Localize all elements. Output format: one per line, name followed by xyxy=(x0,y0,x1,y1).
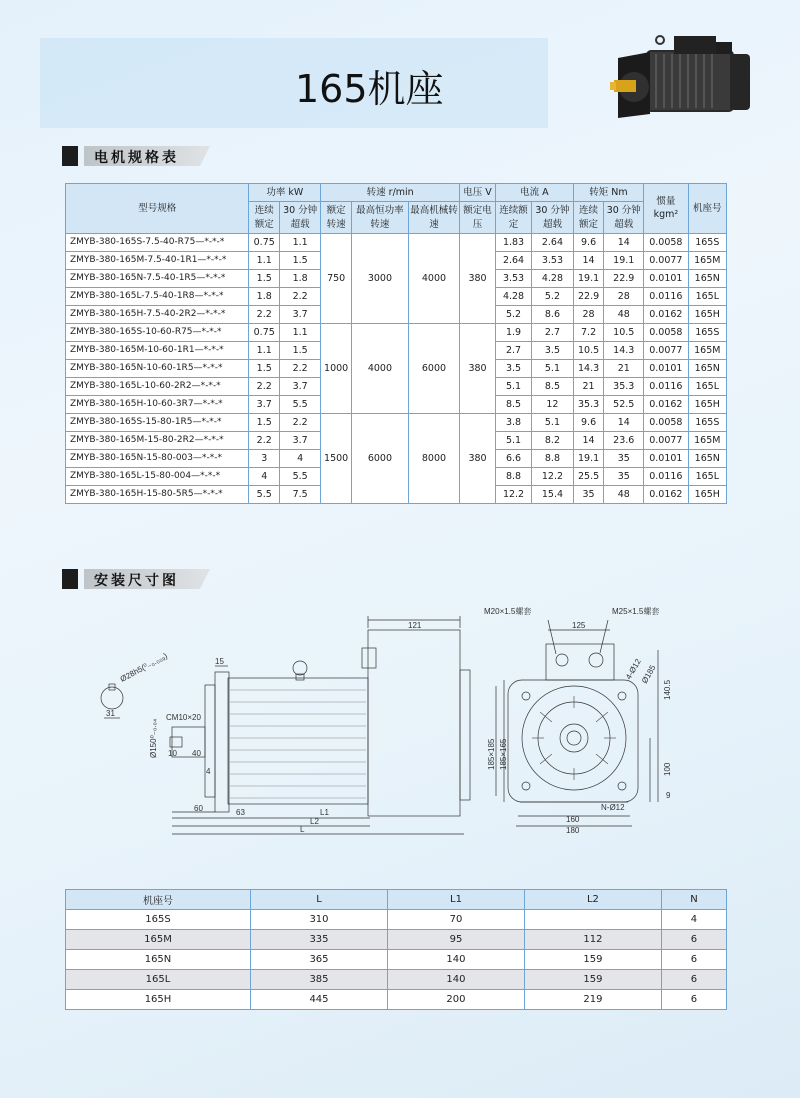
cell-frame: 165H xyxy=(688,395,726,413)
cell-i-cont: 2.7 xyxy=(495,341,531,359)
dim-cell: 165M xyxy=(66,930,251,950)
cell-model: ZMYB-380-165S-15-80-1R5—*-*-* xyxy=(66,413,249,431)
table-row xyxy=(66,413,727,431)
dim-cell: 219 xyxy=(524,990,661,1010)
cell-frame: 165H xyxy=(688,485,726,503)
cell-t-over: 35 xyxy=(604,467,644,485)
cell-i-over: 8.6 xyxy=(532,305,574,323)
table-row xyxy=(66,233,727,251)
dim-140-5: 140.5 xyxy=(663,679,672,700)
cell-i-over: 2.64 xyxy=(532,233,574,251)
dim-cell: 95 xyxy=(387,930,524,950)
table-row xyxy=(66,910,727,930)
cell-inertia: 0.0116 xyxy=(644,377,688,395)
dim-cell: 165N xyxy=(66,950,251,970)
cell-p-over: 2.2 xyxy=(279,359,320,377)
cell-t-cont: 25.5 xyxy=(573,467,604,485)
cell-i-over: 5.2 xyxy=(532,287,574,305)
cell-t-cont: 7.2 xyxy=(573,323,604,341)
cell-p-cont: 0.75 xyxy=(249,323,280,341)
cell-p-over: 3.7 xyxy=(279,431,320,449)
cell-i-cont: 8.5 xyxy=(495,395,531,413)
cell-i-cont: 3.8 xyxy=(495,413,531,431)
cell-p-over: 2.2 xyxy=(279,413,320,431)
dim-cell: 6 xyxy=(661,950,726,970)
dim-cell: 70 xyxy=(387,910,524,930)
cell-frame: 165N xyxy=(688,269,726,287)
cell-const-power-speed: 4000 xyxy=(352,323,409,413)
cell-max-speed: 8000 xyxy=(408,413,459,503)
dim-cell: 6 xyxy=(661,930,726,950)
cell-i-cont: 1.83 xyxy=(495,233,531,251)
header-speed-max-const: 最高恒功率转速 xyxy=(352,202,409,234)
cell-max-speed: 6000 xyxy=(408,323,459,413)
cell-p-over: 1.8 xyxy=(279,269,320,287)
cell-model: ZMYB-380-165M-15-80-2R2—*-*-* xyxy=(66,431,249,449)
cell-inertia: 0.0162 xyxy=(644,485,688,503)
dim-160: 160 xyxy=(566,815,580,824)
cell-frame: 165S xyxy=(688,323,726,341)
cell-p-cont: 2.2 xyxy=(249,377,280,395)
cell-t-cont: 35 xyxy=(573,485,604,503)
cell-model: ZMYB-380-165L-10-60-2R2—*-*-* xyxy=(66,377,249,395)
cell-t-cont: 14 xyxy=(573,251,604,269)
cell-inertia: 0.0101 xyxy=(644,359,688,377)
dim-cell: 445 xyxy=(251,990,388,1010)
cell-t-cont: 28 xyxy=(573,305,604,323)
cell-i-cont: 5.1 xyxy=(495,377,531,395)
cell-p-over: 4 xyxy=(279,449,320,467)
cell-p-over: 5.5 xyxy=(279,395,320,413)
cell-p-cont: 1.5 xyxy=(249,413,280,431)
title-banner xyxy=(40,38,548,128)
install-section-header xyxy=(62,566,222,592)
header-torque-cont: 连续额定 xyxy=(573,202,604,234)
header-current-over: 30 分钟超载 xyxy=(532,202,574,234)
cell-p-over: 3.7 xyxy=(279,305,320,323)
cell-frame: 165M xyxy=(688,341,726,359)
dim-185x185: 185×185 xyxy=(487,738,496,770)
header-current-cont: 连续额定 xyxy=(495,202,531,234)
dim-cell: 159 xyxy=(524,950,661,970)
cell-t-cont: 14 xyxy=(573,431,604,449)
dim-header-N: N xyxy=(661,890,726,910)
cell-i-over: 2.7 xyxy=(532,323,574,341)
dim-header-frame: 机座号 xyxy=(66,890,251,910)
cell-t-over: 52.5 xyxy=(604,395,644,413)
dim-cell: 385 xyxy=(251,970,388,990)
spec-section-title: 电机规格表 xyxy=(94,150,179,166)
cell-rated-speed: 1000 xyxy=(321,323,352,413)
cell-inertia: 0.0058 xyxy=(644,233,688,251)
cell-i-cont: 5.1 xyxy=(495,431,531,449)
cell-t-cont: 22.9 xyxy=(573,287,604,305)
cell-i-over: 4.28 xyxy=(532,269,574,287)
cell-model: ZMYB-380-165N-7.5-40-1R5—*-*-* xyxy=(66,269,249,287)
cell-i-cont: 1.9 xyxy=(495,323,531,341)
dim-header-L: L xyxy=(251,890,388,910)
cell-p-over: 7.5 xyxy=(279,485,320,503)
cell-const-power-speed: 3000 xyxy=(352,233,409,323)
cell-p-cont: 2.2 xyxy=(249,431,280,449)
header-voltage-rated: 额定电压 xyxy=(460,202,496,234)
dimension-table-body xyxy=(66,910,727,1010)
cell-p-cont: 1.5 xyxy=(249,359,280,377)
cell-model: ZMYB-380-165L-7.5-40-1R8—*-*-* xyxy=(66,287,249,305)
header-speed: 转速 r/min xyxy=(321,184,460,202)
spec-table xyxy=(65,183,727,504)
header-power-cont: 连续额定 xyxy=(249,202,280,234)
cell-i-over: 8.2 xyxy=(532,431,574,449)
cell-inertia: 0.0077 xyxy=(644,341,688,359)
inertia-label: 惯量 xyxy=(656,196,676,208)
cell-t-over: 28 xyxy=(604,287,644,305)
header-torque-over: 30 分钟超载 xyxy=(604,202,644,234)
dim-63: 63 xyxy=(236,808,245,817)
cell-frame: 165L xyxy=(688,287,726,305)
dim-cell: 140 xyxy=(387,970,524,990)
header-current: 电流 A xyxy=(495,184,573,202)
cell-model: ZMYB-380-165H-7.5-40-2R2—*-*-* xyxy=(66,305,249,323)
cell-p-cont: 1.5 xyxy=(249,269,280,287)
cell-i-cont: 6.6 xyxy=(495,449,531,467)
pcd-label: Ø185 xyxy=(639,663,658,685)
cell-t-cont: 9.6 xyxy=(573,233,604,251)
cell-t-cont: 35.3 xyxy=(573,395,604,413)
end-view xyxy=(496,620,658,826)
cell-model: ZMYB-380-165M-7.5-40-1R1—*-*-* xyxy=(66,251,249,269)
cell-t-cont: 19.1 xyxy=(573,269,604,287)
cell-t-over: 21 xyxy=(604,359,644,377)
nhole-label: N-Ø12 xyxy=(601,803,625,812)
dim-cell: 4 xyxy=(661,910,726,930)
cell-model: ZMYB-380-165N-15-80-003—*-*-* xyxy=(66,449,249,467)
spec-section-header xyxy=(62,143,222,169)
cell-i-over: 8.8 xyxy=(532,449,574,467)
header-model: 型号规格 xyxy=(66,184,249,234)
cell-inertia: 0.0116 xyxy=(644,287,688,305)
cell-i-cont: 5.2 xyxy=(495,305,531,323)
cell-p-cont: 0.75 xyxy=(249,233,280,251)
cell-t-over: 35 xyxy=(604,449,644,467)
dim-L1: L1 xyxy=(320,808,329,817)
cell-t-cont: 19.1 xyxy=(573,449,604,467)
dim-cell: 310 xyxy=(251,910,388,930)
cell-i-cont: 4.28 xyxy=(495,287,531,305)
cell-model: ZMYB-380-165M-10-60-1R1—*-*-* xyxy=(66,341,249,359)
cell-frame: 165S xyxy=(688,413,726,431)
dim-cell: 200 xyxy=(387,990,524,1010)
cell-p-over: 1.1 xyxy=(279,323,320,341)
dim-60: 60 xyxy=(194,804,203,813)
cell-p-cont: 1.1 xyxy=(249,341,280,359)
cell-p-cont: 3.7 xyxy=(249,395,280,413)
cell-i-over: 8.5 xyxy=(532,377,574,395)
dim-125: 125 xyxy=(572,621,586,630)
dim-cell xyxy=(524,910,661,930)
cell-model: ZMYB-380-165L-15-80-004—*-*-* xyxy=(66,467,249,485)
cell-inertia: 0.0101 xyxy=(644,449,688,467)
dim-L: L xyxy=(300,825,305,834)
cell-inertia: 0.0077 xyxy=(644,431,688,449)
cell-model: ZMYB-380-165S-10-60-R75—*-*-* xyxy=(66,323,249,341)
cell-t-over: 10.5 xyxy=(604,323,644,341)
dim-L2: L2 xyxy=(310,817,319,826)
cell-t-over: 19.1 xyxy=(604,251,644,269)
cell-i-cont: 12.2 xyxy=(495,485,531,503)
dim-121: 121 xyxy=(408,621,422,630)
cell-frame: 165M xyxy=(688,251,726,269)
cell-t-cont: 9.6 xyxy=(573,413,604,431)
cell-const-power-speed: 6000 xyxy=(352,413,409,503)
cell-i-cont: 2.64 xyxy=(495,251,531,269)
cell-frame: 165N xyxy=(688,359,726,377)
cell-frame: 165S xyxy=(688,233,726,251)
header-power-over: 30 分钟超载 xyxy=(279,202,320,234)
cell-t-over: 23.6 xyxy=(604,431,644,449)
dim-cell: 6 xyxy=(661,990,726,1010)
cell-i-over: 5.1 xyxy=(532,413,574,431)
cell-i-over: 3.5 xyxy=(532,341,574,359)
dim-cell: 165S xyxy=(66,910,251,930)
page-title: 165机座 xyxy=(295,67,444,111)
cell-t-cont: 14.3 xyxy=(573,359,604,377)
cell-p-over: 5.5 xyxy=(279,467,320,485)
cell-p-cont: 4 xyxy=(249,467,280,485)
cell-max-speed: 4000 xyxy=(408,233,459,323)
motor-image xyxy=(608,32,758,128)
cell-p-over: 1.1 xyxy=(279,233,320,251)
header-inertia xyxy=(644,184,688,234)
cell-t-over: 14 xyxy=(604,233,644,251)
cell-rated-speed: 1500 xyxy=(321,413,352,503)
cell-inertia: 0.0058 xyxy=(644,413,688,431)
cell-i-cont: 3.53 xyxy=(495,269,531,287)
cell-i-cont: 8.8 xyxy=(495,467,531,485)
dim-cell: 140 xyxy=(387,950,524,970)
cell-inertia: 0.0058 xyxy=(644,323,688,341)
cell-t-over: 48 xyxy=(604,305,644,323)
cell-p-over: 2.2 xyxy=(279,287,320,305)
dim-cell: 365 xyxy=(251,950,388,970)
cell-inertia: 0.0077 xyxy=(644,251,688,269)
cell-p-over: 1.5 xyxy=(279,341,320,359)
cell-frame: 165N xyxy=(688,449,726,467)
dim-cell: 165L xyxy=(66,970,251,990)
spigot-label: Ø150⁰₋₀.₀₄ xyxy=(149,718,158,758)
cell-model: ZMYB-380-165S-7.5-40-R75—*-*-* xyxy=(66,233,249,251)
table-row xyxy=(66,970,727,990)
cell-t-cont: 10.5 xyxy=(573,341,604,359)
dim-31: 31 xyxy=(106,709,115,718)
inertia-unit: kgm² xyxy=(653,209,679,221)
cell-voltage: 380 xyxy=(460,233,496,323)
dim-15: 15 xyxy=(215,657,224,666)
table-row xyxy=(66,950,727,970)
cell-model: ZMYB-380-165H-15-80-5R5—*-*-* xyxy=(66,485,249,503)
cell-p-over: 3.7 xyxy=(279,377,320,395)
cell-voltage: 380 xyxy=(460,323,496,413)
dim-cell: 335 xyxy=(251,930,388,950)
m25-label: M25×1.5螺套 xyxy=(612,607,660,616)
dim-10: 10 xyxy=(168,749,177,758)
cell-i-cont: 3.5 xyxy=(495,359,531,377)
header-voltage: 电压 V xyxy=(460,184,496,202)
table-row xyxy=(66,930,727,950)
cell-frame: 165L xyxy=(688,467,726,485)
cell-p-cont: 2.2 xyxy=(249,305,280,323)
m20-label: M20×1.5螺套 xyxy=(484,607,532,616)
cell-frame: 165H xyxy=(688,305,726,323)
table-row xyxy=(66,990,727,1010)
shaft-label: Ø28h5(⁰₋₀.₀₀₉) xyxy=(118,651,169,684)
install-section-title: 安装尺寸图 xyxy=(94,573,179,589)
cell-t-over: 22.9 xyxy=(604,269,644,287)
dim-180: 180 xyxy=(566,826,580,835)
dim-9: 9 xyxy=(666,791,671,800)
cell-i-over: 5.1 xyxy=(532,359,574,377)
installation-drawing xyxy=(60,600,740,850)
spec-table-body xyxy=(66,233,727,503)
cell-model: ZMYB-380-165H-10-60-3R7—*-*-* xyxy=(66,395,249,413)
cell-p-cont: 1.8 xyxy=(249,287,280,305)
cell-t-over: 35.3 xyxy=(604,377,644,395)
cell-rated-speed: 750 xyxy=(321,233,352,323)
dim-cell: 112 xyxy=(524,930,661,950)
cell-t-over: 14 xyxy=(604,413,644,431)
dim-header-L1: L1 xyxy=(387,890,524,910)
cell-t-over: 14.3 xyxy=(604,341,644,359)
dim-100: 100 xyxy=(663,762,672,776)
dim-cell: 6 xyxy=(661,970,726,990)
dimension-table xyxy=(65,889,727,1010)
dim-cell: 159 xyxy=(524,970,661,990)
cell-i-over: 15.4 xyxy=(532,485,574,503)
cell-inertia: 0.0116 xyxy=(644,467,688,485)
cell-p-cont: 1.1 xyxy=(249,251,280,269)
dim-cell: 165H xyxy=(66,990,251,1010)
dim-header-L2: L2 xyxy=(524,890,661,910)
cell-p-cont: 3 xyxy=(249,449,280,467)
cell-frame: 165M xyxy=(688,431,726,449)
dim-40: 40 xyxy=(192,749,201,758)
header-speed-max-mech: 最高机械转速 xyxy=(408,202,459,234)
cell-i-over: 3.53 xyxy=(532,251,574,269)
dim-4: 4 xyxy=(206,767,211,776)
cell-p-cont: 5.5 xyxy=(249,485,280,503)
cell-voltage: 380 xyxy=(460,413,496,503)
table-row xyxy=(66,323,727,341)
cell-inertia: 0.0101 xyxy=(644,269,688,287)
header-power: 功率 kW xyxy=(249,184,321,202)
cell-t-cont: 21 xyxy=(573,377,604,395)
header-torque: 转矩 Nm xyxy=(573,184,643,202)
header-speed-rated: 额定转速 xyxy=(321,202,352,234)
cell-t-over: 48 xyxy=(604,485,644,503)
cell-p-over: 1.5 xyxy=(279,251,320,269)
dim-185x165: 185×165 xyxy=(499,738,508,770)
header-frame: 机座号 xyxy=(688,184,726,234)
hole-label: 4-Ø12 xyxy=(623,657,643,681)
cell-model: ZMYB-380-165N-10-60-1R5—*-*-* xyxy=(66,359,249,377)
cell-inertia: 0.0162 xyxy=(644,395,688,413)
thread-label: CM10×20 xyxy=(166,713,201,722)
cell-i-over: 12.2 xyxy=(532,467,574,485)
cell-inertia: 0.0162 xyxy=(644,305,688,323)
cell-i-over: 12 xyxy=(532,395,574,413)
cell-frame: 165L xyxy=(688,377,726,395)
